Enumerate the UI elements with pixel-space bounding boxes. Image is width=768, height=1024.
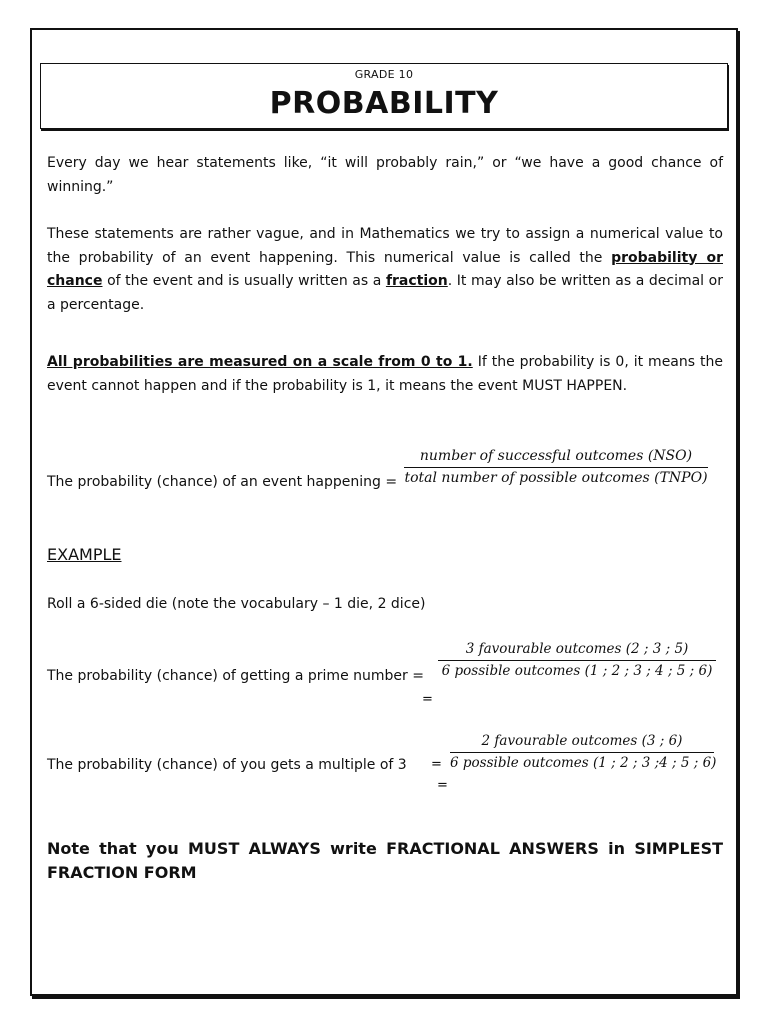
prime-equals: = xyxy=(422,692,433,707)
definition-text-a: These statements are rather vague, and in Mathematics we try to assign a numerical value to the probability of an event happening. This numerical value is called the xyxy=(47,226,723,266)
term-fraction: fraction xyxy=(385,273,448,289)
formula-denominator: total number of possible outcomes (TNPO) xyxy=(404,470,708,486)
definition-text-c: . It may also be written as a decimal or a percentage. xyxy=(47,273,723,313)
scale-paragraph xyxy=(47,351,723,398)
example-heading: EXAMPLE xyxy=(47,545,122,564)
definition-paragraph xyxy=(47,223,723,317)
multiple-denominator: 6 possible outcomes (1 ; 2 ; 3 ;4 ; 5 ; 6) xyxy=(450,755,717,771)
note-text: Note that you MUST ALWAYS write FRACTIONAL ANSWERS in SIMPLEST FRACTION FORM xyxy=(47,839,723,882)
formula-fraction xyxy=(404,448,708,486)
page-title: PROBABILITY xyxy=(269,86,499,121)
definition-text-b: of the event and is usually written as a xyxy=(102,273,386,289)
formula-numerator: number of successful outcomes (NSO) xyxy=(404,448,708,468)
prime-fraction xyxy=(438,641,716,679)
prime-numerator: 3 favourable outcomes (2 ; 3 ; 5) xyxy=(438,641,716,661)
scale-explanation: If the probability is 0, it means the event cannot happen and if the probability is 1, it means the event MUST HAPPEN. xyxy=(47,354,723,394)
prime-denominator: 6 possible outcomes (1 ; 2 ; 3 ; 4 ; 5 ; 6) xyxy=(441,663,713,679)
intro-paragraph: Every day we hear statements like, “it will probably rain,” or “we have a good chance of winning.” xyxy=(47,155,723,195)
grade-label: GRADE 10 xyxy=(354,68,414,81)
multiple-equals-first: = xyxy=(431,757,442,772)
multiple-label: The probability (chance) of you gets a multiple of 3 xyxy=(47,757,407,773)
multiple-equals: = xyxy=(437,778,448,793)
multiple-fraction xyxy=(450,733,717,771)
example-intro: Roll a 6-sided die (note the vocabulary – 1 die, 2 dice) xyxy=(47,596,426,612)
title-box xyxy=(40,63,728,129)
scale-statement: All probabilities are measured on a scale from 0 to 1. xyxy=(47,354,473,370)
multiple-numerator: 2 favourable outcomes (3 ; 6) xyxy=(450,733,714,753)
prime-label: The probability (chance) of getting a prime number = xyxy=(47,668,424,684)
formula-label: The probability (chance) of an event happening = xyxy=(47,474,398,490)
term-probability-or-chance: probability or chance xyxy=(47,249,723,289)
